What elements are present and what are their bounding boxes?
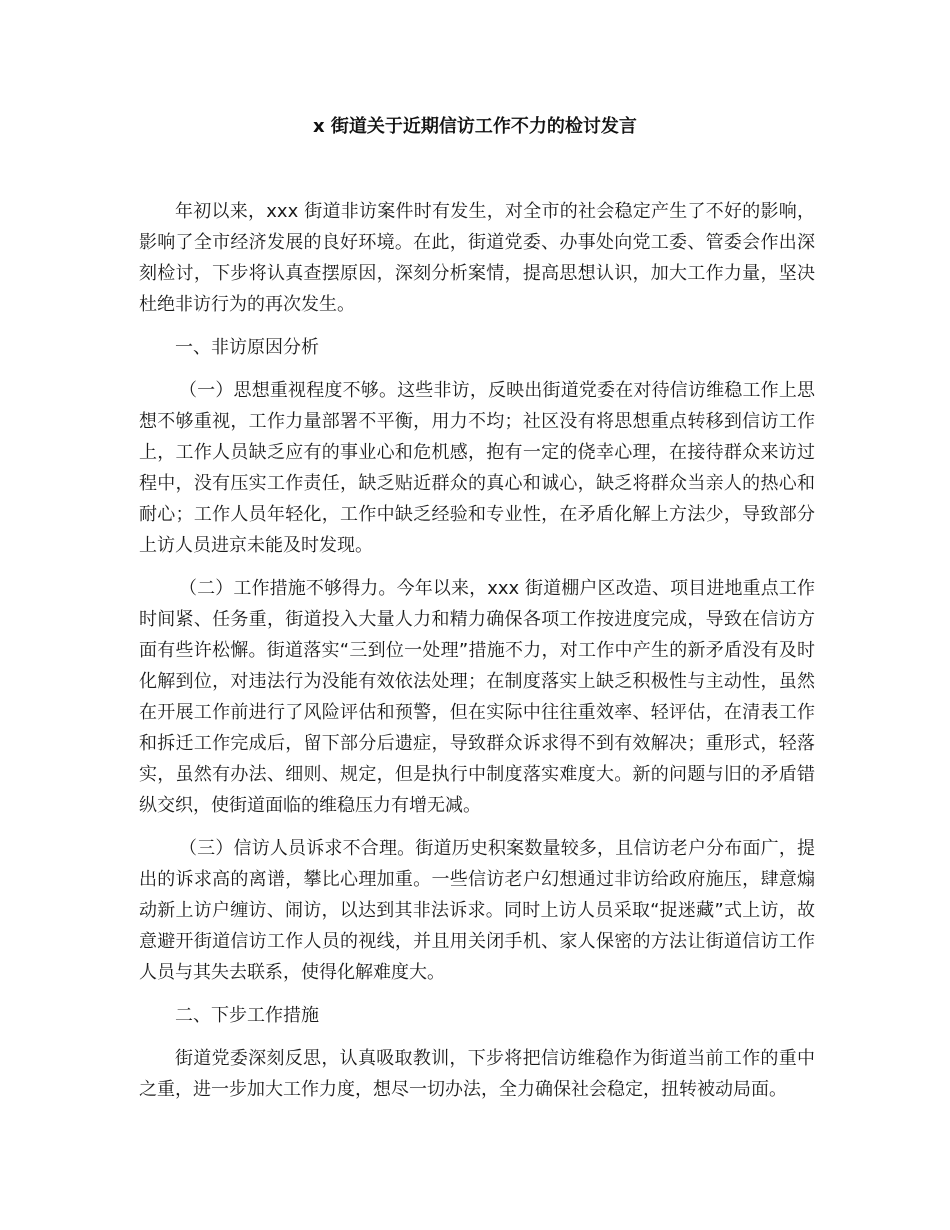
intro-paragraph: 年初以来，xxx 街道非访案件时有发生，对全市的社会稳定产生了不好的影响，影响了全市经济发展的良好环境。在此，街道党委、办事处向党工委、管委会作出深刻检讨，下步将认真查摆原因，深刻分析案情，提高思想认识，加大工作力量，坚决杜绝非访行为的再次发生。 — [139, 201, 815, 315]
measures-paragraph: 街道党委深刻反思，认真吸取教训，下步将把信访维稳作为街道当前工作的重中之重，进一步加大工作力度，想尽一切办法，全力确保社会稳定，扭转被动局面。 — [139, 1048, 815, 1100]
subsection-paragraph-2: （二）工作措施不够得力。今年以来，xxx 街道棚户区改造、项目进地重点工作时间紧、任务重，街道投入大量人力和精力确保各项工作按进度完成，导致在信访方面有些许松懈。街道落实“三到位一处理”措施不力，对工作中产生的新矛盾没有及时化解到位，对违法行为没能有效依法处理；在制度落实上缺乏积极性与主动性，虽然在开展工作前进行了风险评估和预警，但在实际中往往重效率、轻评估，在清表工作和拆迁工作完成后，留下部分后遗症，导致群众诉求得不到有效解决；重形式，轻落实，虽然有办法、细则、规定，但是执行中制度落实难度大。新的问题与旧的矛盾错纵交织，使街道面临的维稳压力有增无减。 — [139, 578, 815, 816]
section-heading-1: 一、非访原因分析 — [175, 337, 319, 358]
subsection-paragraph-1: （一）思想重视程度不够。这些非访，反映出街道党委在对待信访维稳工作上思想不够重视，工作力量部署不平衡，用力不均；社区没有将思想重点转移到信访工作上，工作人员缺乏应有的事业心和危机感，抱有一定的侥幸心理，在接待群众来访过程中，没有压实工作责任，缺乏贴近群众的真心和诚心，缺乏将群众当亲人的热心和耐心；工作人员年轻化，工作中缺乏经验和专业性，在矛盾化解上方法少，导致部分上访人员进京未能及时发现。 — [139, 380, 815, 556]
subsection-paragraph-3: （三）信访人员诉求不合理。街道历史积案数量较多，且信访老户分布面广，提出的诉求高的离谱，攀比心理加重。一些信访老户幻想通过非访给政府施压，肆意煽动新上访户缠访、闹访，以达到其非法诉求。同时上访人员采取“捉迷藏”式上访，故意避开街道信访工作人员的视线，并且用关闭手机、家人保密的方法让街道信访工作人员与其失去联系，使得化解难度大。 — [139, 838, 815, 983]
document-body — [139, 196, 815, 1117]
section-heading-2: 二、下步工作措施 — [175, 1005, 319, 1026]
document-title: x 街道关于近期信访工作不力的检讨发言 — [313, 116, 637, 137]
